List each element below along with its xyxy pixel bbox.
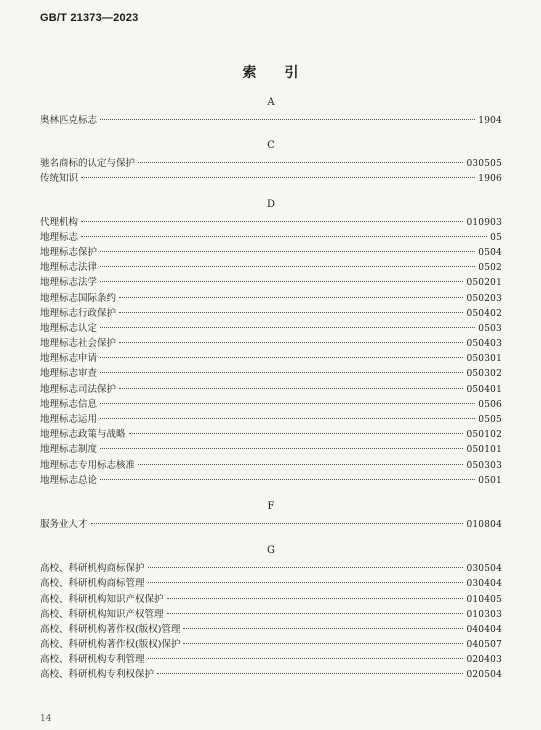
entry-term: 高校、科研机构专利权保护 [40, 669, 155, 681]
dot-leader [119, 388, 463, 389]
entry-term: 地理标志运用 [40, 414, 98, 425]
entry-code: 050301 [466, 354, 502, 365]
entry-code: 1904 [478, 116, 502, 126]
entry-code: 05 [490, 232, 502, 243]
entry-term: 地理标志法律 [40, 262, 98, 274]
dot-leader [100, 327, 475, 328]
dot-leader [167, 598, 464, 599]
entry-code: 010804 [466, 519, 502, 530]
dot-leader [100, 479, 475, 480]
index-entry [40, 561, 502, 576]
entry-code: 030404 [466, 579, 502, 590]
dot-leader [148, 658, 464, 659]
index-section-f [40, 499, 502, 532]
index-entry [40, 458, 502, 473]
dot-leader [100, 448, 463, 449]
entry-term: 地理标志行政保护 [40, 307, 117, 319]
index-entry [40, 652, 502, 667]
entry-term: 地理标志专用标志核准 [40, 459, 136, 471]
index-section-a [40, 95, 502, 128]
entry-code: 050201 [466, 278, 502, 289]
index-entry [40, 382, 502, 397]
entry-code: 050401 [466, 384, 502, 395]
index-entry [40, 592, 502, 607]
index-entry [40, 517, 502, 532]
dot-leader [148, 582, 464, 583]
section-letter: A [267, 97, 275, 108]
entry-code: 1906 [478, 174, 502, 185]
entry-code: 0504 [478, 247, 502, 258]
index-entry [40, 321, 502, 336]
index-entry [40, 576, 502, 591]
entry-code: 050303 [466, 460, 502, 471]
entry-term: 地理标志信息 [40, 398, 98, 410]
entry-term: 地理标志政策与战略 [40, 429, 126, 441]
entry-code: 0502 [478, 263, 502, 274]
entry-code: 050102 [466, 430, 502, 441]
dot-leader [167, 613, 464, 614]
section-letter: C [267, 140, 275, 152]
index-entry [40, 230, 502, 245]
index-entry [40, 667, 502, 682]
dot-leader [100, 251, 475, 252]
dot-leader [138, 162, 463, 163]
dot-leader [100, 418, 475, 419]
entry-term: 地理标志司法保护 [40, 383, 117, 395]
entry-term: 驰名商标的认定与保护 [40, 158, 136, 170]
entry-code: 040507 [466, 640, 502, 651]
entry-code: 010903 [466, 217, 502, 228]
entry-code: 050402 [466, 308, 502, 319]
index-entry [40, 397, 502, 412]
entry-term: 地理标志申请 [40, 353, 98, 365]
index-entry [40, 156, 502, 171]
dot-leader [81, 221, 463, 222]
index-entry [40, 351, 502, 366]
index-entry [40, 275, 502, 290]
entry-code: 0503 [478, 323, 502, 334]
dot-leader [183, 643, 463, 644]
entry-term: 地理标志社会保护 [40, 338, 117, 350]
dot-leader [119, 297, 463, 298]
entry-term: 高校、科研机构商标管理 [40, 578, 145, 590]
entry-code: 020403 [466, 655, 502, 666]
dot-leader [100, 266, 475, 267]
index-entry [40, 637, 502, 652]
entry-term: 高校、科研机构知识产权管理 [40, 608, 164, 620]
dot-leader [148, 567, 464, 568]
index-entry [40, 427, 502, 442]
entry-term: 奥林匹克标志 [40, 115, 98, 126]
entry-term: 地理标志法学 [40, 277, 98, 289]
entry-term: 地理标志 [40, 231, 79, 243]
index-entry [40, 442, 502, 457]
dot-leader [119, 312, 463, 313]
entry-term: 地理标志总论 [40, 474, 98, 486]
entry-code: 050203 [466, 293, 502, 304]
entry-code: 050302 [466, 369, 502, 380]
entry-code: 030505 [466, 159, 502, 170]
entry-term: 高校、科研机构专利管理 [40, 654, 145, 666]
dot-leader [138, 464, 463, 465]
entry-term: 地理标志审查 [40, 368, 98, 380]
dot-leader [183, 628, 463, 629]
section-letter: F [267, 500, 275, 512]
entry-code: 030504 [466, 564, 502, 575]
entry-code: 050101 [466, 445, 502, 456]
dot-leader [100, 357, 463, 358]
entry-term: 高校、科研机构著作权(版权)保护 [40, 639, 181, 651]
page-title: 索引 [242, 65, 327, 81]
entry-code: 0506 [478, 399, 502, 410]
index-list [40, 95, 502, 683]
index-entry [40, 245, 502, 260]
index-entry [40, 622, 502, 637]
entry-code: 010405 [466, 594, 502, 605]
entry-code: 050403 [466, 339, 502, 350]
index-section-g [40, 543, 502, 683]
entry-code: 0501 [478, 475, 502, 486]
index-entry [40, 366, 502, 381]
dot-leader [91, 523, 464, 524]
entry-term: 地理标志国际条约 [40, 292, 117, 304]
index-entry [40, 215, 502, 230]
dot-leader [129, 433, 464, 434]
entry-term: 高校、科研机构知识产权保护 [40, 593, 164, 605]
index-entry [40, 171, 502, 186]
dot-leader [119, 342, 463, 343]
entry-term: 地理标志认定 [40, 322, 98, 334]
section-letter: D [266, 198, 276, 210]
index-entry [40, 412, 502, 427]
entry-code: 010303 [466, 609, 502, 620]
entry-term: 服务业人才 [40, 518, 88, 530]
dot-leader [100, 403, 475, 404]
dot-leader [81, 236, 487, 237]
index-entry [40, 607, 502, 622]
entry-term: 高校、科研机构著作权(版权)管理 [40, 623, 181, 635]
section-letter: G [267, 545, 275, 557]
dot-leader [100, 372, 463, 373]
entry-term: 地理标志制度 [40, 444, 98, 456]
dot-leader [157, 673, 463, 674]
page-number: 14 [40, 714, 52, 724]
entry-code: 0505 [478, 415, 502, 425]
index-entry [40, 306, 502, 321]
dot-leader [100, 281, 463, 282]
dot-leader [81, 177, 475, 178]
entry-term: 高校、科研机构商标保护 [40, 563, 145, 575]
entry-code: 020504 [466, 670, 502, 681]
index-entry [40, 336, 502, 351]
entry-term: 代理机构 [40, 216, 79, 228]
entry-code: 040404 [466, 624, 502, 635]
dot-leader [100, 119, 475, 120]
index-section-c [40, 138, 502, 186]
index-entry [40, 260, 502, 275]
index-entry [40, 291, 502, 306]
entry-term: 传统知识 [40, 173, 79, 185]
entry-term: 地理标志保护 [40, 246, 98, 258]
standard-number-header: GB/T 21373—2023 [40, 12, 139, 24]
index-entry [40, 113, 502, 128]
index-entry [40, 473, 502, 488]
index-section-d [40, 197, 502, 488]
